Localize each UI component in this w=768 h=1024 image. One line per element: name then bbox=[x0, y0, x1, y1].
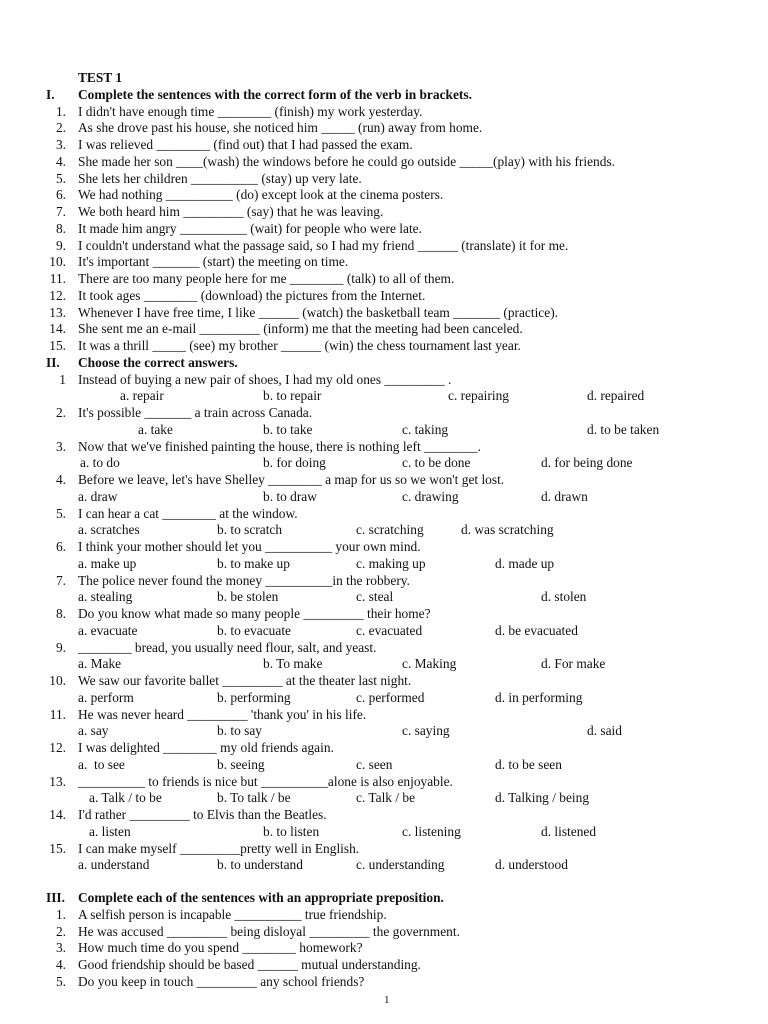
question-number: 15. bbox=[49, 338, 66, 353]
option-a: a. scratches bbox=[78, 522, 140, 538]
question-text: Do you keep in touch _________ any school friends? bbox=[78, 973, 365, 989]
option-b: b. to listen bbox=[263, 823, 320, 839]
question-text: It took ages ________ (download) the pictures from the Internet. bbox=[78, 287, 426, 303]
question-text: I think your mother should let you __________ your own mind. bbox=[78, 539, 421, 554]
option-d: d. drawn bbox=[541, 488, 588, 504]
question-text: I can hear a cat ________ at the window. bbox=[78, 505, 298, 521]
question-number: 13. bbox=[49, 304, 66, 320]
option-d: d. repaired bbox=[587, 388, 645, 404]
question-number: 5. bbox=[55, 170, 66, 186]
question-text: It made him angry __________ (wait) for people who were late. bbox=[78, 220, 422, 236]
option-a: a. make up bbox=[78, 555, 137, 571]
option-c: c. understanding bbox=[356, 857, 445, 873]
question-number: 8. bbox=[55, 606, 66, 621]
question-text: I couldn't understand what the passage said, so I had my friend ______ (translate) it for me. bbox=[78, 237, 569, 253]
question-number: 3. bbox=[55, 137, 66, 152]
question-text: Before we leave, let's have Shelley ________ a map for us so we won't get lost. bbox=[78, 472, 505, 487]
question-text: Whenever I have free time, I like ______ (watch) the basketball team _______ (practice). bbox=[78, 304, 558, 320]
question-number: 4. bbox=[55, 472, 66, 487]
question-number: 9. bbox=[55, 237, 66, 253]
question-number: 1. bbox=[55, 906, 66, 922]
question-text: How much time do you spend ________ homework? bbox=[78, 940, 363, 956]
question-text: Good friendship should be based ______ mutual understanding. bbox=[78, 957, 421, 972]
question-number: 8. bbox=[55, 220, 66, 236]
question-text: I didn't have enough time ________ (finish) my work yesterday. bbox=[78, 103, 423, 119]
question-number: 2. bbox=[55, 923, 66, 939]
question-number: 3. bbox=[55, 438, 66, 454]
option-d: d. made up bbox=[495, 555, 555, 571]
option-d: d. to be seen bbox=[495, 756, 562, 772]
option-d: d. stolen bbox=[541, 589, 587, 605]
option-a: a. say bbox=[78, 723, 109, 739]
question-number: 3. bbox=[55, 940, 66, 956]
question-number: 4. bbox=[55, 957, 66, 972]
option-d: d. For make bbox=[541, 656, 606, 672]
option-d: d. was scratching bbox=[461, 522, 554, 538]
option-b: b. To make bbox=[263, 656, 323, 672]
question-text: Now that we've finished painting the house, there is nothing left ________. bbox=[78, 438, 481, 454]
option-b: b. performing bbox=[217, 689, 291, 705]
option-d: d. listened bbox=[541, 823, 597, 839]
option-c: c. making up bbox=[356, 555, 426, 571]
question-number: 14. bbox=[49, 321, 66, 337]
question-number: 6. bbox=[55, 539, 66, 554]
question-number: 10. bbox=[49, 254, 66, 270]
question-text: She made her son ____(wash) the windows before he could go outside _____(play) with his friends. bbox=[78, 153, 616, 169]
option-b: b. To talk / be bbox=[217, 790, 291, 806]
question-number: 13. bbox=[49, 773, 66, 789]
option-c: c. Making bbox=[402, 656, 457, 672]
question-number: 14. bbox=[49, 807, 66, 822]
option-a: a. to do bbox=[80, 455, 120, 471]
question-text: ________ bread, you usually need flour, salt, and yeast. bbox=[78, 639, 377, 655]
section-heading: Complete the sentences with the correct form of the verb in brackets. bbox=[78, 86, 472, 102]
question-text: I'd rather _________ to Elvis than the Beatles. bbox=[78, 807, 327, 822]
section-heading: Complete each of the sentences with an appropriate preposition. bbox=[78, 890, 444, 905]
question-number: 2. bbox=[55, 120, 66, 136]
question-number: 5. bbox=[55, 505, 66, 521]
option-a: a. draw bbox=[78, 488, 118, 504]
question-text: The police never found the money __________in the robbery. bbox=[78, 572, 410, 588]
option-c: c. Talk / be bbox=[356, 790, 416, 806]
option-a: a. Make bbox=[78, 656, 122, 672]
option-a: a. perform bbox=[78, 689, 134, 705]
question-text: Instead of buying a new pair of shoes, I had my old ones _________ . bbox=[78, 371, 452, 387]
question-number: 7. bbox=[55, 204, 66, 219]
option-c: c. listening bbox=[402, 823, 461, 839]
question-number: 9. bbox=[55, 639, 66, 655]
question-text: We had nothing __________ (do) except look at the cinema posters. bbox=[78, 187, 444, 203]
option-b: b. to scratch bbox=[217, 522, 283, 538]
question-number: 11. bbox=[49, 271, 66, 286]
question-text: He was never heard _________ 'thank you' in his life. bbox=[78, 706, 367, 722]
option-c: c. repairing bbox=[448, 388, 509, 404]
option-c: c. drawing bbox=[402, 488, 459, 504]
section-numeral: III. bbox=[46, 890, 65, 905]
option-d: d. to be taken bbox=[587, 421, 660, 437]
question-number: 12. bbox=[49, 740, 66, 755]
option-a: a. evacuate bbox=[78, 622, 138, 638]
question-number: 10. bbox=[49, 673, 66, 688]
option-c: c. taking bbox=[402, 421, 449, 437]
question-number: 5. bbox=[55, 973, 66, 989]
option-a: a. repair bbox=[120, 388, 164, 404]
question-number: 4. bbox=[55, 153, 66, 169]
question-text: She sent me an e-mail _________ (inform) me that the meeting had been canceled. bbox=[78, 321, 523, 337]
question-text: Do you know what made so many people _________ their home? bbox=[78, 606, 431, 621]
option-a: a. take bbox=[138, 421, 173, 437]
option-b: b. seeing bbox=[217, 756, 265, 772]
question-number: 11. bbox=[49, 706, 66, 722]
section-heading: Choose the correct answers. bbox=[78, 354, 238, 370]
question-text: It's possible _______ a train across Canada. bbox=[78, 405, 313, 420]
option-a: a. Talk / to be bbox=[89, 790, 162, 806]
option-d: d. for being done bbox=[541, 455, 633, 471]
section-numeral: II. bbox=[46, 354, 60, 370]
question-number: 1. bbox=[55, 103, 66, 119]
option-b: b. to understand bbox=[217, 857, 303, 873]
question-text: We saw our favorite ballet _________ at the theater last night. bbox=[78, 673, 412, 688]
option-a: a. to see bbox=[78, 756, 125, 772]
question-number: 12. bbox=[49, 287, 66, 303]
question-text: I was relieved ________ (find out) that I had passed the exam. bbox=[78, 137, 413, 152]
option-c: c. performed bbox=[356, 689, 425, 705]
option-b: b. to make up bbox=[217, 555, 290, 571]
option-d: d. understood bbox=[495, 857, 568, 873]
option-c: c. steal bbox=[356, 589, 394, 605]
question-number: 15. bbox=[49, 840, 66, 856]
question-text: She lets her children __________ (stay) up very late. bbox=[78, 170, 362, 186]
test-title: TEST 1 bbox=[78, 70, 123, 85]
question-text: A selfish person is incapable __________ true friendship. bbox=[78, 906, 387, 922]
question-number: 1 bbox=[59, 371, 66, 387]
question-text: We both heard him _________ (say) that he was leaving. bbox=[78, 204, 384, 219]
option-b: b. to repair bbox=[263, 388, 322, 404]
question-text: __________ to friends is nice but __________alone is also enjoyable. bbox=[78, 773, 453, 789]
question-text: It was a thrill _____ (see) my brother ______ (win) the chess tournament last year. bbox=[78, 338, 521, 353]
option-b: b. be stolen bbox=[217, 589, 279, 605]
option-d: d. Talking / being bbox=[495, 790, 590, 806]
option-c: c. to be done bbox=[402, 455, 471, 471]
question-text: He was accused _________ being disloyal _________ the government. bbox=[78, 923, 460, 939]
option-b: b. for doing bbox=[263, 455, 326, 471]
question-text: As she drove past his house, she noticed him _____ (run) away from home. bbox=[78, 120, 483, 136]
option-c: c. saying bbox=[402, 723, 450, 739]
option-d: d. in performing bbox=[495, 689, 583, 705]
option-a: a. listen bbox=[89, 823, 131, 839]
question-text: I was delighted ________ my old friends again. bbox=[78, 740, 334, 755]
option-b: b. to say bbox=[217, 723, 263, 739]
option-c: c. evacuated bbox=[356, 622, 423, 638]
option-a: a. stealing bbox=[78, 589, 133, 605]
question-number: 2. bbox=[55, 405, 66, 420]
option-b: b. to draw bbox=[263, 488, 317, 504]
option-b: b. to take bbox=[263, 421, 313, 437]
option-c: c. seen bbox=[356, 756, 393, 772]
option-d: d. be evacuated bbox=[495, 622, 578, 638]
page-number: 1 bbox=[384, 994, 390, 1006]
option-d: d. said bbox=[587, 723, 622, 739]
question-text: It's important _______ (start) the meeting on time. bbox=[78, 254, 349, 270]
option-b: b. to evacuate bbox=[217, 622, 291, 638]
question-text: I can make myself _________pretty well in English. bbox=[78, 840, 360, 856]
question-text: There are too many people here for me ________ (talk) to all of them. bbox=[78, 271, 455, 286]
question-number: 6. bbox=[55, 187, 66, 203]
section-numeral: I. bbox=[46, 86, 55, 102]
question-number: 7. bbox=[55, 572, 66, 588]
option-a: a. understand bbox=[78, 857, 150, 873]
option-c: c. scratching bbox=[356, 522, 424, 538]
